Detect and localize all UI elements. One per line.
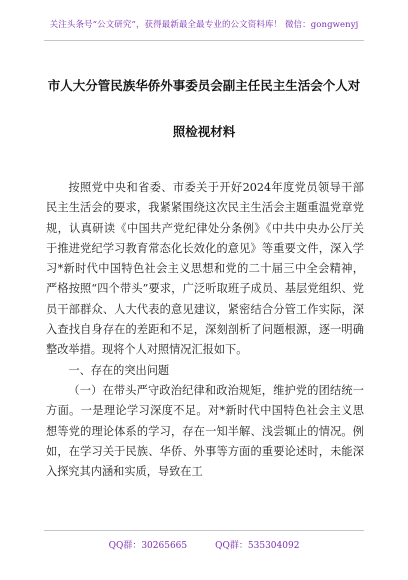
footer-divider (44, 530, 364, 531)
footer-qq-group-2: QQ群：535304092 (215, 541, 300, 551)
body-paragraph-intro: 按照党中央和省委、市委关于开好2024年度党员领导干部民主生活会的要求，我紧紧围绕这次民主生活会主题重温党章党规，认真研读《中国共产党纪律处分条例》《中共中央办公厅关于推进党纪学习教育常态化长效化的意见》等重要文件，深入学习*新时代中国特色社会主义思想和党的二十届三中全会精神，严格按照“四个带头”要求，广泛听取班子成员、基层党组织、党员干部群众、人大代表的意见建议，紧密结合分管工作实际，深入查找自身存在的差距和不足，深刻剖析了问题根源，逐一明确整改举措。现将个人对照情况汇报如下。 (46, 181, 364, 357)
header-divider (44, 40, 364, 41)
header-banner: 关注头条号“公文研究”，获得最新最全最专业的公文资料库！ 微信：gongwenyj (49, 20, 359, 30)
section-heading-problems: 一、存在的突出问题 (68, 363, 170, 377)
footer-qq-group-1: QQ群：30265665 (108, 541, 188, 551)
document-body (46, 178, 364, 482)
footer-contacts (0, 538, 408, 551)
body-paragraph-political-discipline: （一）在带头严守政治纪律和政治规矩，维护党的团结统一方面。一是理论学习深度不足。对*新时代中国特色社会主义思想等党的理论体系的学习，存在一知半解、浅尝辄止的情况。例如，在学习关于民族、华侨、外事等方面的重要论述时，未能深入探究其内涵和实质，导致在工 (46, 383, 364, 479)
document-title-line-1: 市人大分管民族华侨外事委员会副主任民主生活会个人对 (47, 78, 361, 93)
document-title-line-2: 照检视材料 (172, 124, 236, 139)
